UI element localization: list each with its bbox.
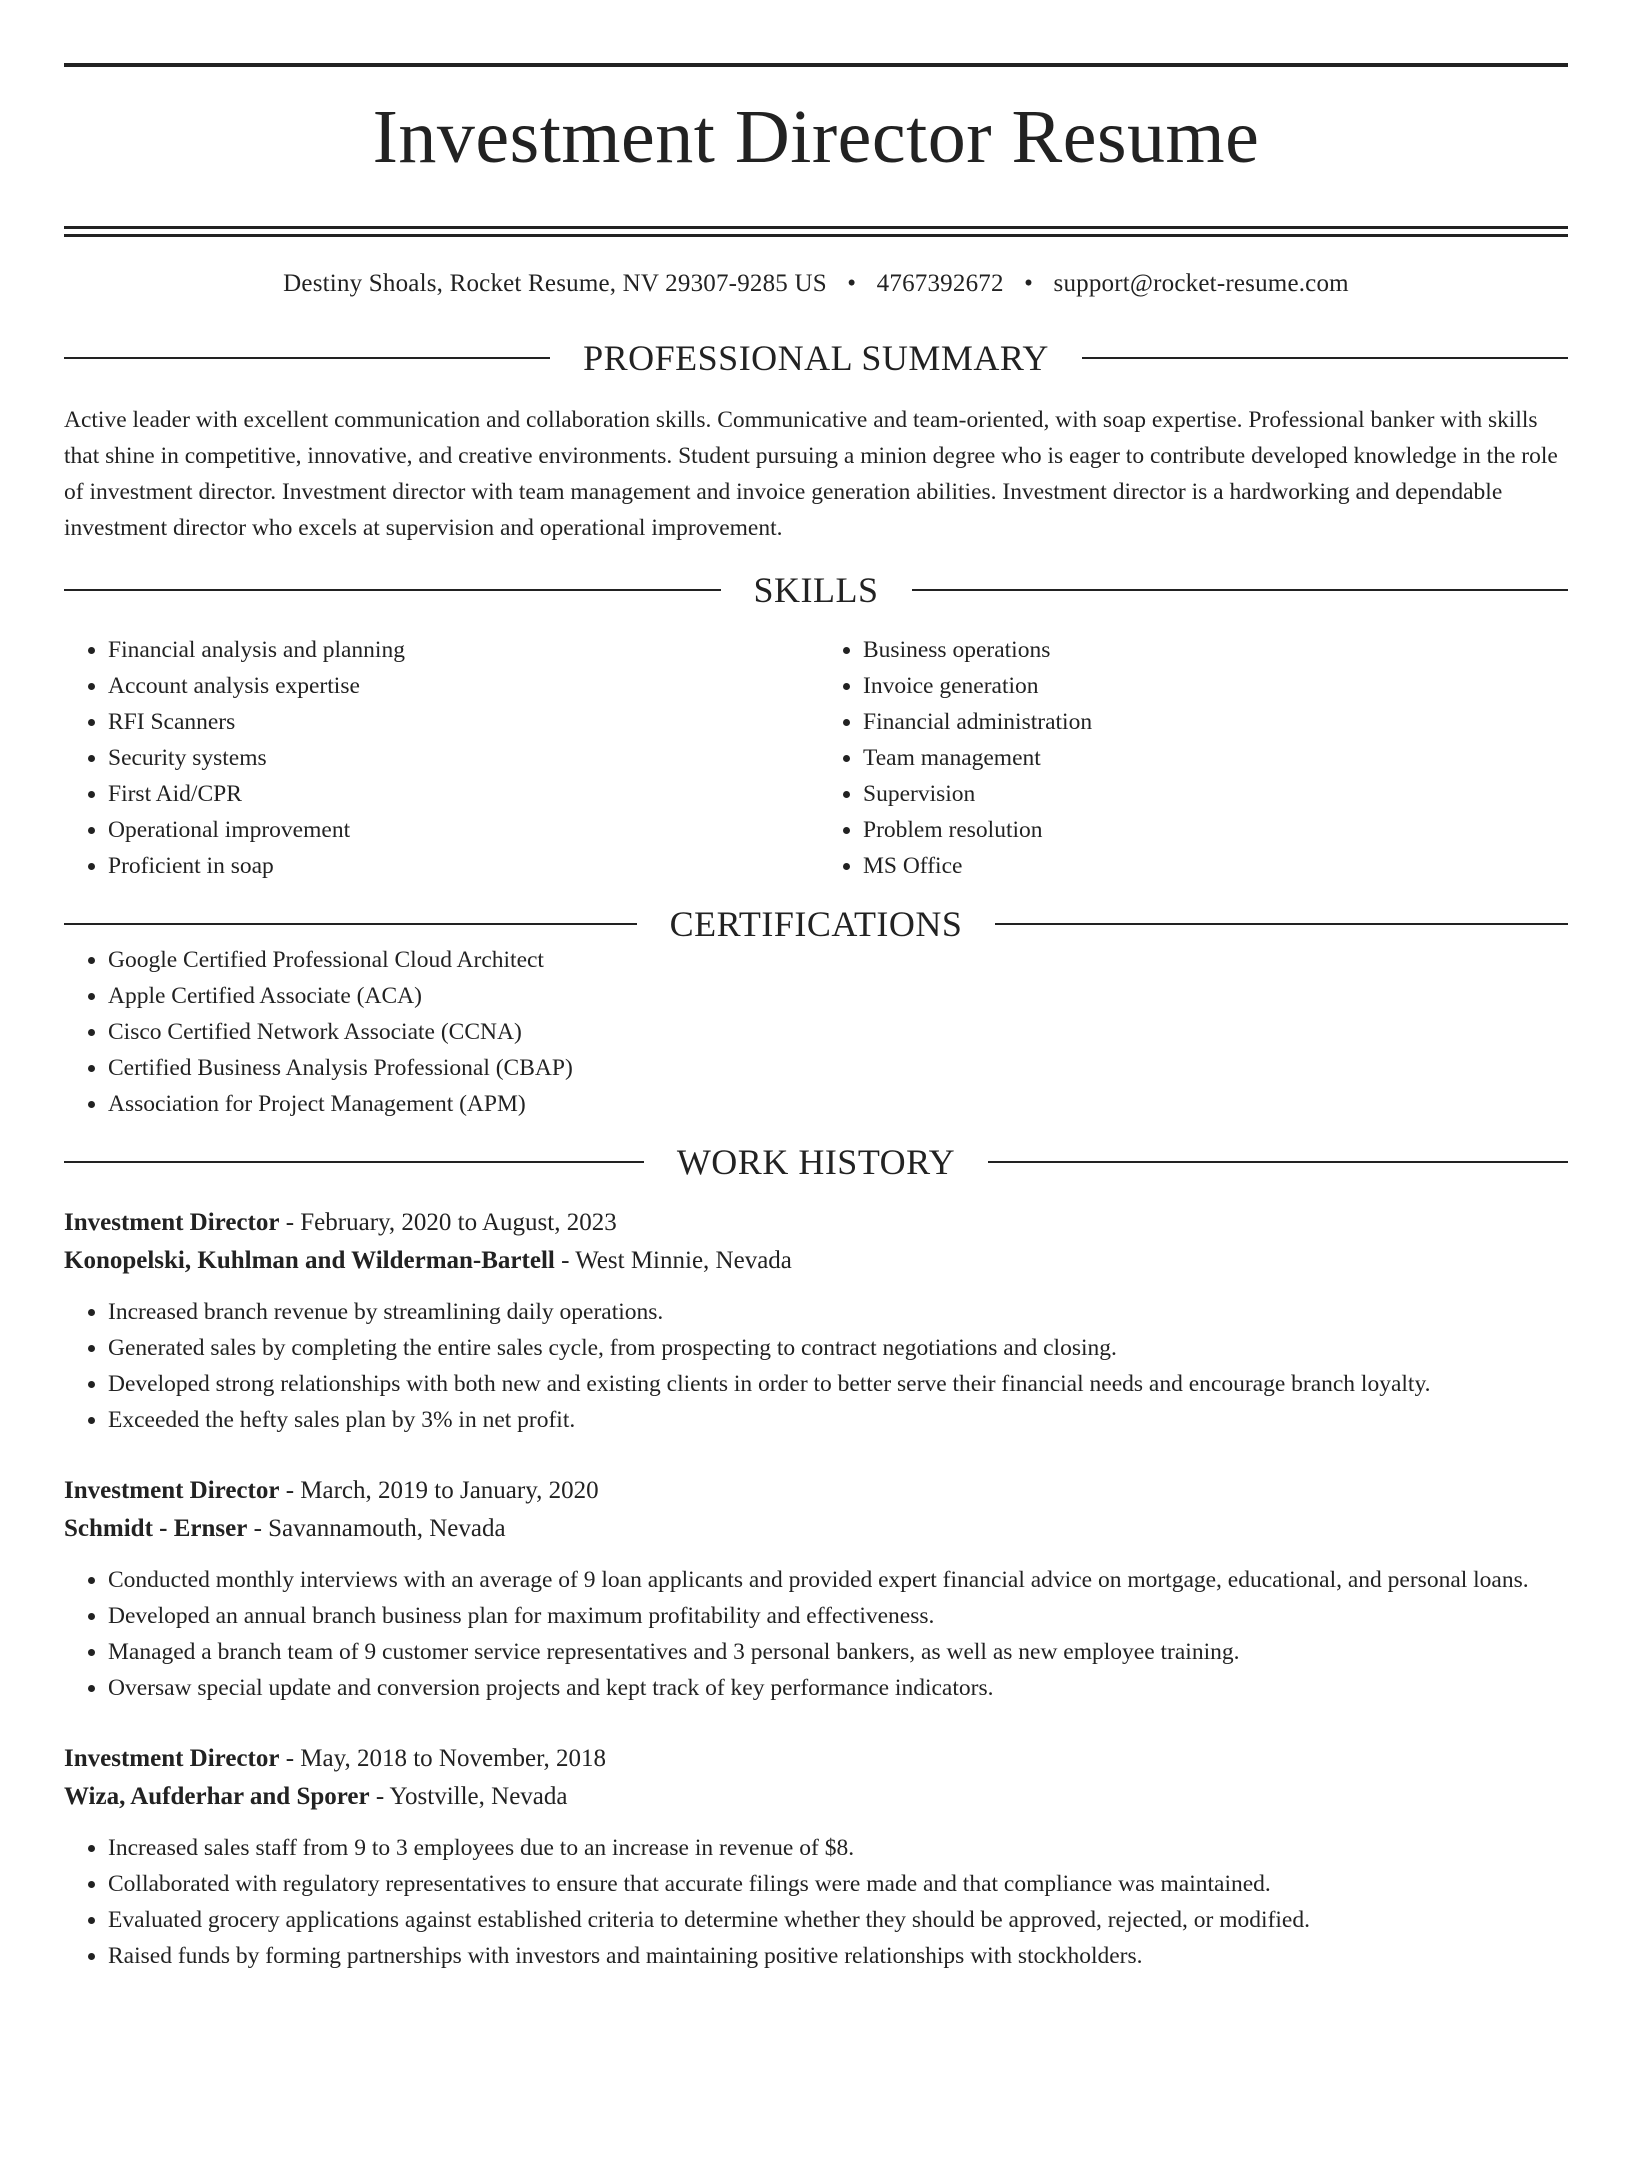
job-location: - Yostville, Nevada (369, 1782, 568, 1810)
job-duty: • Evaluated grocery applications against established criteria to determine whether they should be approved, rejected, or modified. (108, 1902, 1568, 1938)
certification-item: • Google Certified Professional Cloud Architect (108, 942, 1568, 978)
job-location: - Savannamouth, Nevada (247, 1514, 506, 1542)
summary-heading-label: PROFESSIONAL SUMMARY (583, 337, 1049, 378)
job-company: Schmidt - Ernser (64, 1514, 248, 1542)
contact-separator: • (847, 269, 857, 297)
page-title: Investment Director Resume (372, 95, 1260, 179)
certifications-heading (64, 903, 1568, 944)
skill-item: • Problem resolution (863, 812, 1568, 848)
work-history-heading-label: WORK HISTORY (676, 1141, 956, 1182)
job-duty: • Managed a branch team of 9 customer service representatives and 3 personal bankers, as well as new employee training. (108, 1634, 1568, 1670)
job-title: Investment Director (64, 1476, 280, 1504)
job-duty: • Conducted monthly interviews with an average of 9 loan applicants and provided expert financial advice on mortgage, educational, and personal loans. (108, 1562, 1568, 1598)
skill-item: • Business operations (863, 632, 1568, 668)
summary-text: Active leader with excellent communication and collaboration skills. Communicative and team-oriented, with soap expertise. Professional banker with skills that shine in competitive, innovative, and creative environments. Student pursuing a minion degree who is eager to contribute developed knowledge in the role of investment director. Investment director with team management and invoice generation abilities. Investment director is a hardworking and dependable investment director who excels at supervision and operational improvement. (64, 406, 1558, 541)
job-location: - West Minnie, Nevada (554, 1246, 792, 1274)
heading-rule-left (64, 357, 550, 359)
job-company: Konopelski, Kuhlman and Wilderman-Bartell (64, 1246, 555, 1274)
contact-line (64, 271, 1568, 296)
job-duties-list (64, 1294, 1568, 1438)
certification-item: • Cisco Certified Network Associate (CCNA) (108, 1014, 1568, 1050)
job-company-line (64, 1778, 1568, 1816)
skill-item: • Team management (863, 740, 1568, 776)
job-duties-list (64, 1830, 1568, 1974)
job-duty: • Increased sales staff from 9 to 3 employees due to an increase in revenue of $8. (108, 1830, 1568, 1866)
certifications-list (64, 942, 1568, 1122)
job-company-line (64, 1510, 1568, 1548)
job-duties-list (64, 1562, 1568, 1706)
title-double-rule (64, 226, 1568, 237)
contact-email: support@rocket-resume.com (1053, 269, 1349, 297)
job-dates: - May, 2018 to November, 2018 (279, 1744, 606, 1772)
skill-item: • Account analysis expertise (108, 668, 813, 704)
job-duty: • Oversaw special update and conversion projects and kept track of key performance indicators. (108, 1670, 1568, 1706)
skill-item: • Operational improvement (108, 812, 813, 848)
heading-rule-left (64, 1161, 644, 1163)
job-duty: • Collaborated with regulatory representatives to ensure that accurate filings were made and that compliance was maintained. (108, 1866, 1568, 1902)
skill-item: • Financial analysis and planning (108, 632, 813, 668)
certifications-heading-label: CERTIFICATIONS (669, 903, 963, 944)
skill-item: • First Aid/CPR (108, 776, 813, 812)
skill-item: • Security systems (108, 740, 813, 776)
job-dates: - March, 2019 to January, 2020 (279, 1476, 599, 1504)
resume-page (0, 63, 1632, 2175)
skills-column-right (813, 632, 1568, 884)
heading-rule-right (988, 1161, 1568, 1163)
job-company: Wiza, Aufderhar and Sporer (64, 1782, 370, 1810)
contact-address: Destiny Shoals, Rocket Resume, NV 29307-9285 US (283, 269, 827, 297)
certification-item: • Apple Certified Associate (ACA) (108, 978, 1568, 1014)
heading-rule-left (64, 923, 637, 925)
contact-separator: • (1024, 269, 1034, 297)
job-title-line (64, 1204, 1568, 1242)
skill-item: • MS Office (863, 848, 1568, 884)
job-entry (64, 1472, 1568, 1706)
heading-rule-right (995, 923, 1568, 925)
heading-rule-right (1082, 357, 1568, 359)
job-entry (64, 1740, 1568, 1974)
heading-rule-left (64, 589, 721, 591)
job-title: Investment Director (64, 1744, 280, 1772)
skill-item: • Financial administration (863, 704, 1568, 740)
job-duty: • Developed an annual branch business plan for maximum profitability and effectiveness. (108, 1598, 1568, 1634)
skill-item: • Proficient in soap (108, 848, 813, 884)
job-duty: • Developed strong relationships with both new and existing clients in order to better serve their financial needs and encourage branch loyalty. (108, 1366, 1568, 1402)
work-history-heading (64, 1141, 1568, 1182)
contact-phone: 4767392672 (876, 269, 1004, 297)
job-duty: • Generated sales by completing the entire sales cycle, from prospecting to contract negotiations and closing. (108, 1330, 1568, 1366)
job-duty: • Increased branch revenue by streamlining daily operations. (108, 1294, 1568, 1330)
job-title-line (64, 1740, 1568, 1778)
job-entry (64, 1204, 1568, 1438)
skill-item: • Invoice generation (863, 668, 1568, 704)
skills-list (64, 632, 1568, 884)
certification-item: • Association for Project Management (APM) (108, 1086, 1568, 1122)
job-duty: • Raised funds by forming partnerships with investors and maintaining positive relationships with stockholders. (108, 1938, 1568, 1974)
skill-item: • Supervision (863, 776, 1568, 812)
skills-heading (64, 569, 1568, 610)
job-dates: - February, 2020 to August, 2023 (279, 1208, 617, 1236)
certification-item: • Certified Business Analysis Professional (CBAP) (108, 1050, 1568, 1086)
job-title: Investment Director (64, 1208, 280, 1236)
job-duty: • Exceeded the hefty sales plan by 3% in net profit. (108, 1402, 1568, 1438)
skills-heading-label: SKILLS (753, 569, 879, 610)
heading-rule-right (912, 589, 1569, 591)
top-rule (64, 63, 1568, 67)
skill-item: • RFI Scanners (108, 704, 813, 740)
job-title-line (64, 1472, 1568, 1510)
skills-column-left (64, 632, 813, 884)
job-company-line (64, 1242, 1568, 1280)
summary-heading (64, 337, 1568, 378)
